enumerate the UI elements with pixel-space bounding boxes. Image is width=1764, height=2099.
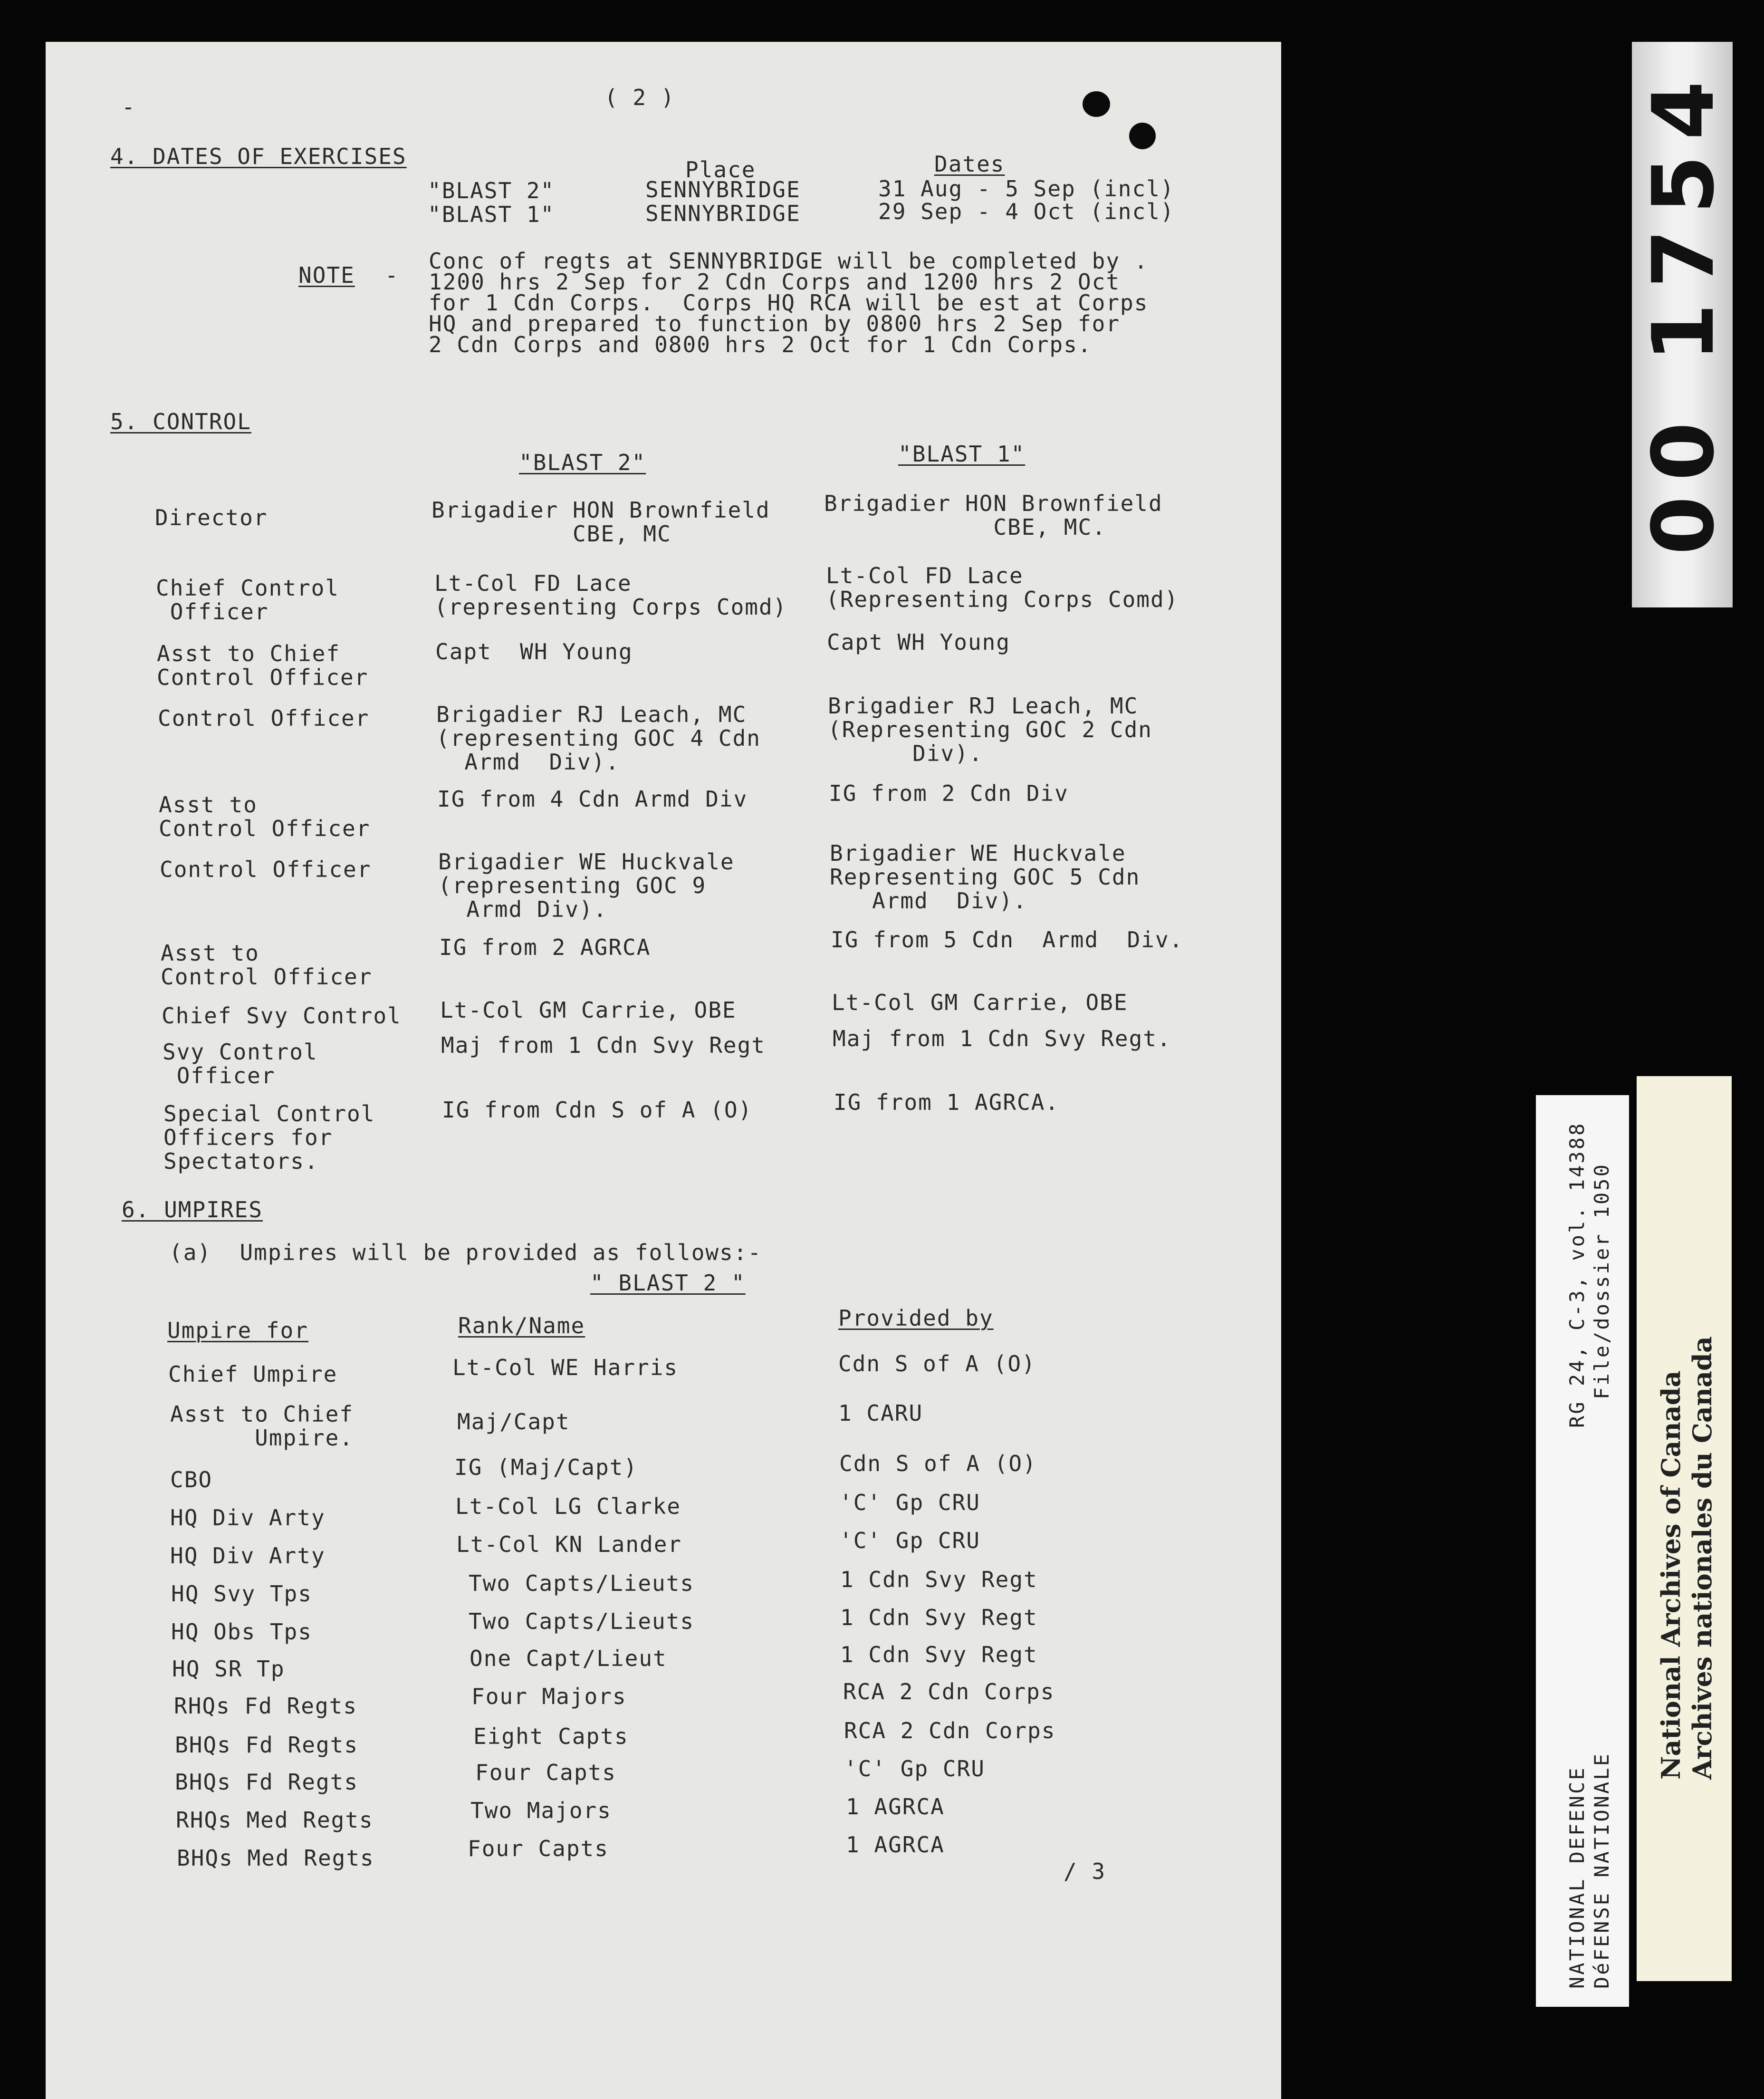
control-role: Svy Control Officer [163,1039,318,1088]
umpire-rank: Lt-Col LG Clarke [455,1493,681,1519]
umpire-for: HQ Div Arty [170,1505,326,1531]
umpire-rank: One Capt/Lieut [470,1646,667,1671]
archives-name-fr: Archives nationales du Canada [1687,1336,1717,1780]
page-dash: - [122,94,136,120]
umpires-intro: (a) Umpires will be provided as follows:- [169,1240,762,1265]
control-role: Special Control Officers for Spectators. [163,1101,375,1174]
control-blast2-entry: Brigadier RJ Leach, MC (representing GOC 4 Cdn Armd Div). [436,702,761,775]
umpire-provided-by: 'C' Gp CRU [839,1490,980,1515]
control-blast2-entry: IG from 2 AGRCA [439,934,651,960]
control-role: Asst to Chief Control Officer [157,641,369,690]
umpire-rank: Two Majors [470,1798,612,1823]
umpire-for: RHQs Fd Regts [174,1693,358,1719]
umpire-provided-by: 1 Cdn Svy Regt [840,1567,1038,1592]
dates-row-name: "BLAST 1" [428,202,555,227]
page-continuation: / 3 [1064,1858,1106,1884]
umpire-for: HQ SR Tp [172,1656,285,1682]
umpire-provided-by: 'C' Gp CRU [844,1756,985,1781]
umpire-rank: Two Capts/Lieuts [469,1608,695,1634]
umpire-for: Asst to Chief Umpire. [170,1401,354,1451]
note-dash: - [385,262,399,288]
control-role: Chief Control Officer [156,575,340,625]
umpire-rank: IG (Maj/Capt) [454,1454,638,1480]
archives-name-en: National Archives of Canada [1656,1370,1686,1780]
umpire-rank: Two Capts/Lieuts [469,1570,695,1596]
control-role: Asst to Control Officer [161,940,373,990]
section-heading-control: 5. CONTROL [110,409,251,434]
umpire-provided-by: RCA 2 Cdn Corps [844,1718,1056,1743]
umpire-for: RHQs Med Regts [176,1807,374,1833]
umpires-col-provided-by: Provided by [838,1305,994,1331]
control-blast1-entry: Capt WH Young [827,629,1011,655]
umpire-for: HQ Div Arty [170,1543,326,1569]
control-blast2-entry: Lt-Col FD Lace (representing Corps Comd) [434,570,787,620]
umpire-provided-by: 1 CARU [838,1400,923,1426]
note-line: HQ and prepared to function by 0800 hrs 2 Sep for [429,311,1121,337]
umpire-rank: Lt-Col WE Harris [452,1355,679,1380]
control-role: Chief Svy Control [162,1003,402,1029]
dates-row-place: SENNYBRIDGE [645,201,801,226]
document-page [46,42,1281,2099]
control-blast2-entry: Maj from 1 Cdn Svy Regt [441,1032,766,1058]
page-number: ( 2 ) [604,85,675,110]
umpire-provided-by: 1 Cdn Svy Regt [840,1642,1038,1667]
umpires-col-rank-name: Rank/Name [458,1313,585,1338]
control-blast2-entry: Brigadier HON Brownfield CBE, MC [431,497,770,547]
umpire-for: BHQs Med Regts [177,1845,374,1871]
control-blast1-entry: Maj from 1 Cdn Svy Regt. [833,1026,1171,1051]
frame-number-strip [1632,42,1733,607]
control-blast1-entry: Brigadier RJ Leach, MC (Representing GOC 2 Cdn Div). [828,693,1152,766]
section-heading-umpires: 6. UMPIRES [122,1197,263,1223]
umpire-rank: Four Majors [471,1684,627,1709]
dates-col-place: Place [685,157,756,183]
umpires-exercise-title: " BLAST 2 " [590,1270,746,1296]
control-blast1-entry: Lt-Col GM Carrie, OBE [832,990,1128,1015]
umpire-provided-by: 1 Cdn Svy Regt [840,1605,1038,1630]
dates-row-dates: 31 Aug - 5 Sep (incl) [878,176,1175,202]
section-heading-dates: 4. DATES OF EXERCISES [110,144,407,169]
national-archives-label [1637,1076,1732,1981]
dates-row-dates: 29 Sep - 4 Oct (incl) [878,199,1175,224]
archive-department-line: DéFENSE NATIONALE [1590,1752,1613,1989]
archive-department-line: NATIONAL DEFENCE [1565,1766,1589,1989]
dates-row-place: SENNYBRIDGE [645,177,801,202]
control-blast1-entry: Brigadier WE Huckvale Representing GOC 5 Cdn Armd Div). [830,840,1141,914]
umpire-provided-by: Cdn S of A (O) [838,1351,1036,1377]
control-role: Control Officer [160,857,372,882]
note-label: NOTE [298,262,355,288]
control-blast2-entry: IG from 4 Cdn Armd Div [437,786,748,812]
control-blast2-entry: Brigadier WE Huckvale (representing GOC 9 Armd Div). [438,849,735,922]
archive-reference-line: File/dossier 1050 [1590,1163,1613,1399]
umpire-for: BHQs Fd Regts [175,1769,359,1795]
control-blast1-entry: IG from 1 AGRCA. [834,1089,1060,1115]
umpire-rank: Lt-Col KN Lander [456,1531,682,1557]
umpire-for: Chief Umpire [168,1361,338,1387]
archive-reference-line: RG 24, C-3, vol. 14388 [1565,1121,1589,1428]
control-blast2-entry: Lt-Col GM Carrie, OBE [440,997,737,1023]
control-blast1-entry: Brigadier HON Brownfield CBE, MC. [824,491,1163,540]
umpire-for: CBO [170,1467,213,1492]
umpire-for: BHQs Fd Regts [175,1732,359,1758]
note-line: for 1 Cdn Corps. Corps HQ RCA will be est at Corps [429,290,1149,316]
frame-number: 00 1754 [1634,66,1733,555]
umpire-rank: Four Capts [468,1836,609,1861]
umpire-provided-by: RCA 2 Cdn Corps [843,1679,1055,1704]
ink-blot [1129,123,1156,149]
control-col-blast2: "BLAST 2" [519,450,646,475]
note-line: 2 Cdn Corps and 0800 hrs 2 Oct for 1 Cdn Corps. [429,332,1092,357]
control-blast2-entry: Capt WH Young [435,639,633,664]
umpire-rank: Eight Capts [473,1723,629,1749]
note-line: 1200 hrs 2 Sep for 2 Cdn Corps and 1200 hrs 2 Oct [429,269,1121,295]
umpire-provided-by: Cdn S of A (O) [839,1451,1037,1476]
control-role: Director [155,505,268,530]
control-blast2-entry: IG from Cdn S of A (O) [442,1097,753,1123]
control-blast1-entry: Lt-Col FD Lace (Representing Corps Comd) [826,563,1179,612]
control-blast1-entry: IG from 2 Cdn Div [829,780,1069,806]
umpires-col-umpire-for: Umpire for [167,1318,308,1343]
control-col-blast1: "BLAST 1" [898,441,1026,467]
umpire-provided-by: 1 AGRCA [846,1832,945,1858]
umpire-for: HQ Obs Tps [171,1619,312,1645]
umpire-provided-by: 1 AGRCA [846,1794,945,1820]
archive-reference-label [1536,1095,1629,2007]
control-blast1-entry: IG from 5 Cdn Armd Div. [831,927,1184,953]
umpire-rank: Maj/Capt [457,1409,570,1435]
control-role: Asst to Control Officer [159,792,371,841]
note-line: Conc of regts at SENNYBRIDGE will be completed by . [429,248,1149,274]
umpire-for: HQ Svy Tps [171,1581,312,1607]
ink-blot [1083,91,1110,117]
umpire-rank: Four Capts [475,1760,616,1785]
dates-col-dates: Dates [934,151,1005,177]
control-role: Control Officer [158,705,370,731]
dates-row-name: "BLAST 2" [428,178,555,203]
umpire-provided-by: 'C' Gp CRU [839,1528,980,1553]
